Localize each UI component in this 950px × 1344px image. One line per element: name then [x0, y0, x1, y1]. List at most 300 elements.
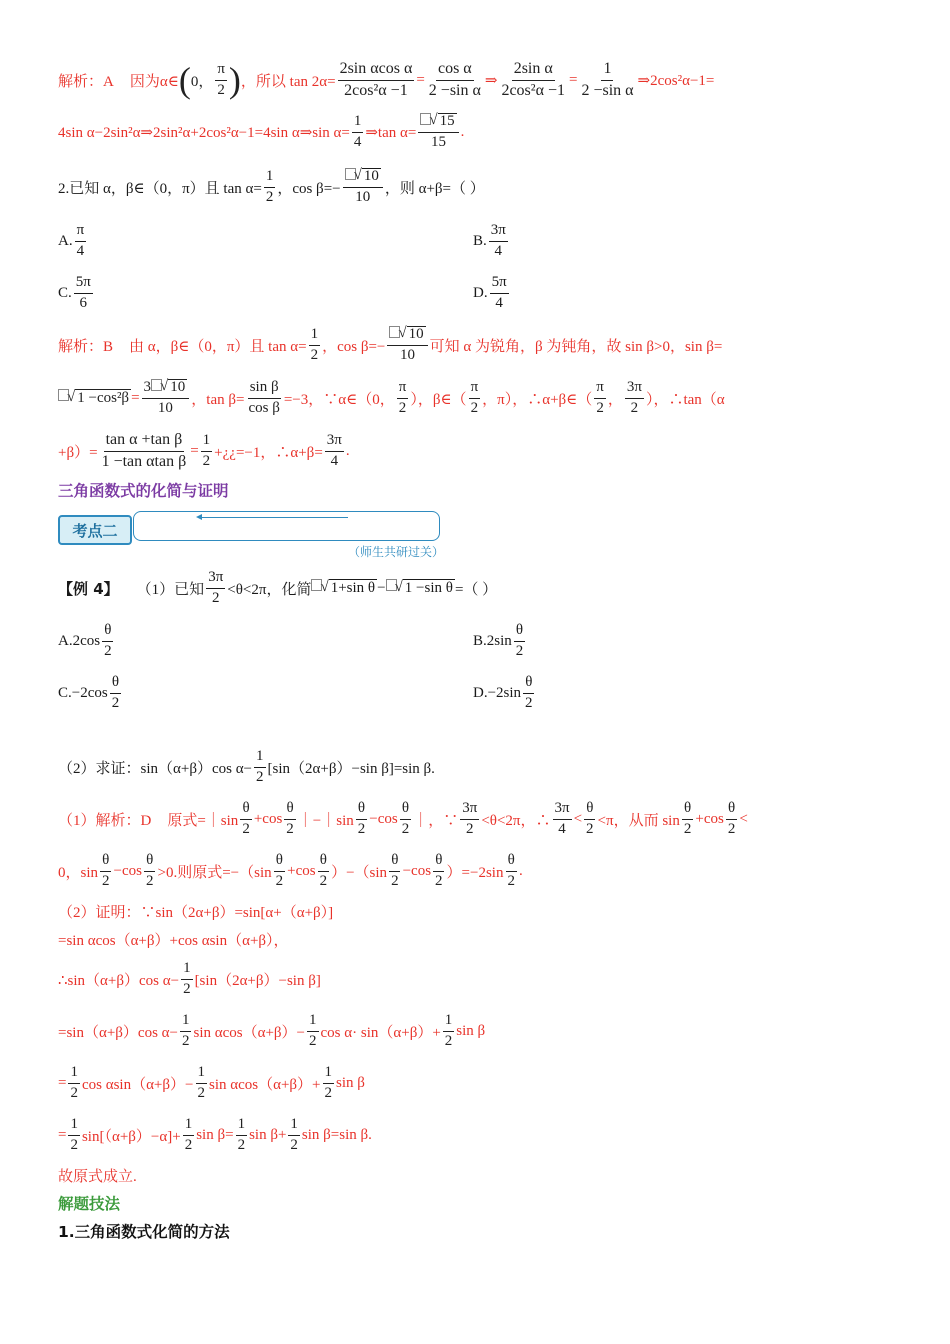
- text: （2）证明：∵sin（2α+β）=sin[α+（α+β）]: [58, 904, 334, 921]
- text: 2.已知 α，β∈（0，π）且 tan α=: [58, 180, 262, 197]
- text: [sin（2α+β）−sin β]=sin β.: [267, 760, 435, 777]
- denominator: 2: [310, 346, 319, 363]
- denominator: 2: [197, 1084, 205, 1101]
- proof-line-5: [58, 1057, 888, 1109]
- text: ）−（sin: [331, 864, 388, 881]
- option-label: C.−2cos: [58, 684, 108, 701]
- text: +: [287, 862, 296, 879]
- proof-line-6: [58, 1109, 888, 1161]
- fraction: [460, 801, 479, 838]
- text: sin β=: [196, 1126, 234, 1143]
- denominator: 10: [157, 400, 173, 416]
- missing-glyph-icon: [386, 579, 397, 591]
- fraction: [68, 1117, 80, 1154]
- options-row: [58, 667, 888, 719]
- numerator: θ: [144, 853, 155, 872]
- text: cos α· sin（α+β）+: [320, 1024, 441, 1041]
- fraction: [343, 168, 383, 206]
- numerator: π: [594, 380, 606, 399]
- fraction: [427, 61, 483, 100]
- text: （2）求证：sin（α+β）cos α−: [58, 760, 253, 777]
- fraction: [400, 801, 412, 838]
- numerator: 1: [68, 1117, 80, 1136]
- missing-glyph-icon: [151, 379, 162, 391]
- text: <: [573, 810, 583, 827]
- text: −: [369, 810, 378, 827]
- option-c[interactable]: [58, 667, 473, 719]
- denominator: cos β: [248, 399, 280, 416]
- numerator: π: [469, 380, 481, 399]
- topic-banner: [58, 511, 888, 561]
- fraction: [288, 1117, 300, 1154]
- sqrt: √ 1 −sin θ: [386, 579, 455, 597]
- text: 故原式成立.: [58, 1168, 137, 1185]
- fraction: [206, 570, 225, 607]
- option-d[interactable]: [473, 667, 888, 719]
- denominator: 2: [70, 1084, 78, 1101]
- missing-glyph-icon: [58, 389, 69, 401]
- denominator: 2 −sin α: [581, 81, 634, 99]
- numerator: 1: [180, 1013, 192, 1032]
- denominator: 2: [319, 872, 328, 889]
- numerator: cos α: [436, 61, 474, 81]
- numerator: θ: [110, 675, 121, 694]
- text: −: [402, 862, 412, 879]
- fraction: [142, 379, 190, 417]
- denominator: 2: [275, 872, 284, 889]
- proof-line-1: [58, 897, 888, 925]
- text: [sin（2α+β）−sin β]: [194, 972, 321, 989]
- text: ⇒: [484, 72, 498, 89]
- numerator: π: [75, 223, 87, 242]
- numerator: 1: [68, 1065, 80, 1084]
- fraction: [489, 223, 508, 260]
- option-label: C.: [58, 284, 72, 301]
- text: <: [739, 810, 748, 827]
- banner-outline: [133, 511, 440, 541]
- text: <θ<2π，化简: [227, 581, 312, 598]
- fraction: [726, 801, 738, 838]
- fraction: [254, 749, 266, 786]
- option-a[interactable]: [58, 215, 473, 267]
- denominator: 2: [630, 399, 639, 416]
- text: .: [518, 862, 523, 879]
- text: ，cos β=−: [322, 338, 386, 355]
- fraction: [144, 853, 156, 890]
- text: ｜，∵: [413, 812, 459, 829]
- fraction: [323, 1065, 335, 1102]
- numerator: 1: [309, 327, 321, 346]
- sqrt: √ 15: [420, 113, 456, 130]
- fraction: [325, 433, 344, 470]
- denominator: 2: [265, 188, 274, 205]
- denominator: 2: [181, 1032, 190, 1049]
- denominator: 10: [399, 347, 415, 363]
- numerator: 3π: [206, 570, 225, 589]
- numerator: θ: [514, 623, 525, 642]
- fraction: [418, 113, 458, 151]
- numerator: 3π: [625, 380, 644, 399]
- options-row: [58, 267, 888, 319]
- denominator: 2: [525, 694, 533, 711]
- denominator: 2: [286, 820, 294, 837]
- fraction: [100, 853, 112, 890]
- fraction: [236, 1117, 248, 1154]
- fraction: [274, 853, 286, 890]
- numerator: θ: [100, 853, 111, 872]
- denominator: 2: [435, 872, 443, 889]
- fraction: [102, 623, 114, 660]
- options-row: [58, 215, 888, 267]
- fraction: [682, 801, 694, 838]
- option-c[interactable]: [58, 267, 473, 319]
- denominator: 6: [79, 294, 88, 311]
- denominator: 1 −tan αtan β: [101, 452, 187, 470]
- denominator: 2: [309, 1032, 317, 1049]
- text: ｜−｜sin: [297, 812, 354, 829]
- topic-subtitle: （师生共研过关）: [348, 545, 445, 559]
- denominator: 2: [183, 980, 191, 997]
- denominator: 10: [355, 189, 371, 205]
- solution-1-line-1: [58, 55, 888, 105]
- text: =sin αcos（α+β）+cos αsin（α+β），: [58, 932, 289, 949]
- fraction: [68, 1065, 80, 1102]
- denominator: 2cos²α −1: [501, 81, 565, 99]
- solution-2-line-3: [58, 425, 888, 477]
- numerator: 3π: [325, 433, 344, 452]
- example-4-stem: [58, 561, 888, 615]
- option-label: A.: [58, 232, 73, 249]
- denominator: 2: [596, 399, 604, 416]
- text: =: [58, 1074, 67, 1091]
- numerator: 1: [201, 433, 213, 452]
- fraction: [389, 853, 401, 890]
- fraction: [499, 61, 567, 100]
- fraction: [318, 853, 330, 890]
- proof-line-4: [58, 1005, 888, 1057]
- denominator: 15: [430, 134, 446, 150]
- paren-left: (: [178, 60, 191, 100]
- numerator: θ: [726, 801, 737, 820]
- text: =: [568, 71, 578, 88]
- coefficient: 3: [143, 379, 152, 396]
- fraction: [75, 223, 87, 260]
- denominator: 2: [586, 820, 594, 837]
- text: sin αcos（α+β）+: [209, 1076, 321, 1093]
- text: 0，: [190, 73, 214, 90]
- numerator: 1: [352, 114, 364, 133]
- denominator: 4: [495, 294, 503, 311]
- text: ），β∈（: [410, 391, 467, 408]
- denominator: 4: [494, 242, 503, 259]
- text: ），∴tan（α: [645, 391, 725, 408]
- text: ⇒tan α=: [365, 124, 417, 141]
- fraction: [584, 801, 596, 838]
- text: cos: [377, 810, 398, 827]
- fraction: [397, 380, 409, 417]
- option-d[interactable]: [473, 267, 888, 319]
- numerator: 5π: [490, 275, 509, 294]
- text: sin β: [336, 1074, 365, 1091]
- denominator: 2: [515, 642, 524, 659]
- numerator: θ: [400, 801, 411, 820]
- radicand: 1 −sin θ: [404, 580, 453, 596]
- option-b[interactable]: [473, 615, 888, 667]
- numerator: θ: [584, 801, 595, 820]
- proof-conclusion: [58, 1161, 888, 1189]
- radicand: 15: [439, 113, 455, 130]
- fraction: [181, 961, 193, 998]
- fraction: [505, 853, 517, 890]
- text: cos: [121, 862, 142, 879]
- text: sin αcos（α+β）−: [193, 1024, 306, 1041]
- text: ，cos β=−: [277, 180, 341, 197]
- denominator: 4: [558, 820, 566, 837]
- numerator: θ: [240, 801, 251, 820]
- numerator: θ: [433, 853, 444, 872]
- denominator: 2 −sin α: [428, 81, 481, 99]
- fraction: [356, 801, 368, 838]
- text: ）=−2sin: [446, 864, 504, 881]
- numerator: 1: [181, 961, 193, 980]
- text: <π，从而 sin: [597, 812, 680, 829]
- numerator: 1: [196, 1065, 208, 1084]
- text: 原式=｜sin: [167, 812, 239, 829]
- document-page: [58, 55, 888, 1245]
- text: 由 α，β∈（0，π）且 tan α=: [129, 338, 307, 355]
- radicand: 1+sin θ: [330, 580, 376, 596]
- fraction: [180, 1013, 192, 1050]
- proof-line-3: [58, 953, 888, 1005]
- numerator: θ: [284, 801, 295, 820]
- numerator: 1: [254, 749, 266, 768]
- numerator: 1: [601, 61, 613, 81]
- numerator: sin β: [248, 380, 281, 399]
- text: 因为α∈: [129, 73, 179, 90]
- denominator: 2: [145, 872, 154, 889]
- numerator: 3π: [489, 223, 508, 242]
- missing-glyph-icon: [420, 113, 431, 125]
- numerator: 1: [288, 1117, 300, 1136]
- fraction: [433, 853, 445, 890]
- option-label: D.−2sin: [473, 684, 522, 701]
- text: >0.则原式=−（sin: [157, 864, 272, 881]
- text: =: [190, 442, 199, 459]
- numerator: θ: [506, 853, 517, 872]
- sqrt: √ 1+sin θ: [311, 579, 377, 597]
- text: cos αsin（α+β）−: [81, 1076, 194, 1093]
- denominator: 2: [290, 1136, 298, 1153]
- fraction: [490, 275, 509, 312]
- text: sin[（α+β）−α]+: [81, 1128, 181, 1145]
- proof-line-2: [58, 925, 888, 953]
- numerator: π: [215, 62, 227, 81]
- arrow-left-icon: [198, 517, 348, 518]
- text: =: [131, 389, 140, 406]
- fraction: [594, 380, 606, 417]
- numerator: π: [397, 380, 409, 399]
- denominator: 2: [324, 1084, 333, 1101]
- text: ，tan β=: [191, 391, 245, 408]
- text: 0，sin: [58, 864, 99, 881]
- fraction: [246, 380, 281, 417]
- solution-label: 解析：B: [58, 338, 114, 355]
- sqrt: √ 10: [151, 379, 187, 396]
- text: ，则 α+β=（ ）: [384, 180, 485, 197]
- numerator: θ: [274, 853, 285, 872]
- denominator: 2: [217, 81, 225, 98]
- numerator: θ: [523, 675, 534, 694]
- denominator: 2: [104, 642, 112, 659]
- fraction: [443, 1013, 455, 1050]
- paren-right: ): [228, 60, 241, 100]
- numerator: 5π: [74, 275, 93, 294]
- text: +: [253, 810, 263, 827]
- denominator: 2: [391, 872, 399, 889]
- question-2-stem: [58, 159, 888, 215]
- denominator: 2: [357, 820, 366, 837]
- denominator: 2: [70, 1136, 78, 1153]
- denominator: 2: [102, 872, 110, 889]
- text: −: [377, 579, 386, 596]
- solution-4-line-2: [58, 845, 888, 897]
- text: =sin（α+β）cos α−: [58, 1024, 178, 1041]
- denominator: 2: [242, 820, 250, 837]
- missing-glyph-icon: [345, 168, 356, 180]
- fraction: [387, 326, 427, 364]
- text: =: [416, 71, 425, 88]
- fraction: [215, 62, 227, 99]
- option-label: A.2cos: [58, 632, 101, 649]
- text: <θ<2π，∴: [481, 812, 551, 829]
- denominator: 2: [470, 399, 479, 416]
- solution-label: 解析：A: [58, 73, 114, 90]
- text: cos: [703, 810, 724, 827]
- text: （1）已知: [136, 581, 205, 598]
- text: =（ ）: [454, 581, 498, 598]
- numerator: 1: [323, 1065, 335, 1084]
- fraction: [284, 801, 296, 838]
- fraction: [264, 169, 276, 206]
- missing-glyph-icon: [311, 579, 322, 591]
- fraction: [100, 432, 189, 471]
- fraction: [201, 433, 213, 470]
- option-b[interactable]: [473, 215, 888, 267]
- denominator: 2: [727, 820, 736, 837]
- fraction: [523, 675, 535, 712]
- denominator: 2: [237, 1136, 246, 1153]
- denominator: 2: [111, 694, 120, 711]
- numerator: 1: [307, 1013, 319, 1032]
- option-label: D.: [473, 284, 488, 301]
- technique-heading: 解题技法: [58, 1195, 121, 1213]
- numerator: θ: [318, 853, 329, 872]
- option-a[interactable]: [58, 615, 473, 667]
- denominator: 2cos²α −1: [344, 81, 408, 99]
- text: sin β=sin β.: [301, 1126, 372, 1143]
- denominator: 4: [330, 452, 339, 469]
- solution-4-line-1: [58, 793, 888, 845]
- fraction: [240, 801, 252, 838]
- example-4-part-2: [58, 741, 888, 793]
- numerator: tan α +tan β: [104, 432, 185, 452]
- denominator: 2: [202, 452, 211, 469]
- numerator: 3π: [460, 801, 479, 820]
- text: cos: [295, 862, 316, 879]
- denominator: 2: [683, 820, 692, 837]
- text: +β）=: [58, 444, 98, 461]
- numerator: 1: [183, 1117, 195, 1136]
- sqrt: √ 10: [345, 168, 381, 185]
- text: sin β+: [249, 1126, 287, 1143]
- example-label: 【例 4】: [58, 579, 119, 598]
- fraction: [553, 801, 572, 838]
- sqrt: √ 10: [389, 326, 425, 343]
- denominator: 2: [211, 589, 220, 606]
- fraction: [579, 61, 635, 100]
- numerator: 1: [443, 1013, 455, 1032]
- denominator: 4: [76, 242, 85, 259]
- denominator: 2: [507, 872, 515, 889]
- topic-tag: 考点二: [58, 515, 132, 545]
- fraction: [196, 1065, 208, 1102]
- options-row: [58, 615, 888, 667]
- denominator: 2: [466, 820, 474, 837]
- numerator: 1: [264, 169, 276, 188]
- text: =: [58, 1126, 67, 1143]
- denominator: 2: [398, 399, 407, 416]
- fraction: [309, 327, 321, 364]
- option-label: B.: [473, 232, 487, 249]
- solution-1-line-2: [58, 105, 888, 159]
- text: =−3，∵α∈（0，: [283, 391, 395, 408]
- numerator: θ: [102, 623, 113, 642]
- fraction: [352, 114, 364, 151]
- fraction: [307, 1013, 319, 1050]
- denominator: 2: [256, 768, 264, 785]
- fraction: [183, 1117, 195, 1154]
- text: .: [345, 442, 350, 459]
- numerator: 3π: [553, 801, 572, 820]
- radicand: 10: [363, 168, 379, 185]
- fraction: [469, 380, 481, 417]
- solution-2-line-1: [58, 319, 888, 371]
- numerator: 2sin αcos α: [338, 61, 415, 81]
- text: ，所以 tan 2α=: [240, 73, 336, 90]
- option-label: B.2sin: [473, 632, 512, 649]
- solution-2-line-2: [58, 371, 888, 425]
- text: sin β: [456, 1022, 486, 1039]
- numerator: θ: [682, 801, 693, 820]
- fraction: [625, 380, 644, 417]
- solution-label: （1）解析：D: [58, 812, 152, 829]
- radicand: 10: [170, 379, 186, 396]
- text: ，π），∴α+β∈（: [482, 391, 593, 408]
- fraction: [514, 623, 526, 660]
- denominator: 4: [353, 133, 362, 150]
- text: ⇒2cos²α−1=: [637, 72, 715, 89]
- text: −: [113, 862, 122, 879]
- fraction: [74, 275, 93, 312]
- text: .: [460, 123, 465, 140]
- radicand: 10: [408, 326, 424, 343]
- radicand: 1 −cos²β: [77, 390, 130, 406]
- text: ，: [607, 391, 623, 408]
- text: +¿¿=−1，∴α+β=: [214, 444, 323, 461]
- text: cos: [411, 862, 432, 879]
- numerator: θ: [356, 801, 367, 820]
- denominator: 2: [184, 1136, 193, 1153]
